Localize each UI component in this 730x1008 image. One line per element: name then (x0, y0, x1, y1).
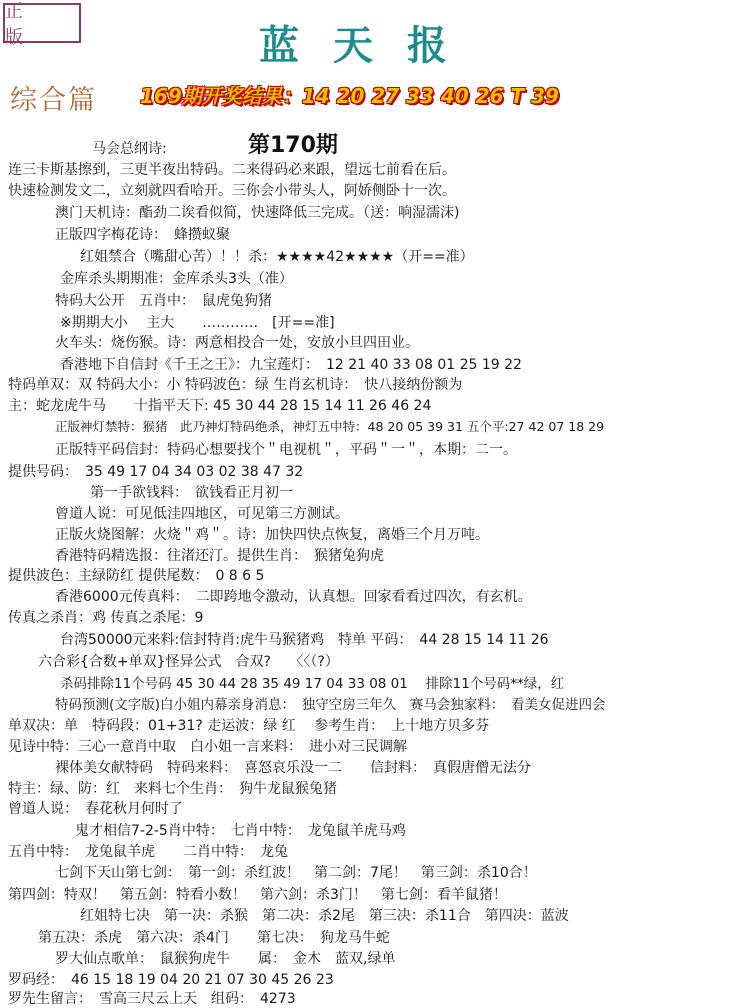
text-line: 快速检测发文二，立刻就四看哈开。三你会小带头人，阿娇侧卧十一次。 (8, 183, 456, 199)
text-line: 台湾50000元来料:信封特肖:虎牛马猴猪鸡 特单 平码： 44 28 15 14 11 26 (60, 632, 549, 648)
issue-number: 第170期 (248, 133, 338, 158)
text-line: 提供号码： 35 49 17 04 34 03 02 38 47 32 (8, 464, 304, 480)
text-line: 提供波色：主绿防红 提供尾数： 0 8 6 5 (8, 568, 265, 584)
text-line: 马会总纲诗: (92, 141, 167, 157)
text-line: 罗码经： 46 15 18 19 04 20 21 07 30 45 26 23 (8, 972, 334, 988)
text-line: 第五决：杀虎 第六决：杀4门 第七决： 狗龙马牛蛇 (38, 930, 390, 946)
text-line: 正版神灯禁特：猴猪 此乃神灯特码绝杀，神灯五中特：48 20 05 39 31 五个平:27 42 07 18 29 (55, 419, 605, 434)
draw-result-banner: 169期开奖结果：14 20 27 33 40 26 T 39 (140, 84, 559, 108)
text-line: 正版四字梅花诗： 蜂攒蚁聚 (55, 227, 230, 243)
text-line: 香港地下自信封《千王之王》：九宝莲灯： 12 21 40 33 08 01 25 19 22 (60, 357, 522, 373)
text-line: 曾道人说： 春花秋月何时了 (8, 801, 183, 817)
text-line: 鬼才相信7-2-5肖中特： 七肖中特： 龙兔鼠羊虎马鸡 (75, 823, 406, 839)
text-line: 见诗中特：三心一意肖中取 白小姐一言来料： 进小对三民调解 (8, 739, 407, 755)
text-line: 金库杀头期期准：金库杀头3头（准） (60, 271, 293, 287)
text-line: 香港特码精选报：往渚还汀。提供生肖： 猴猪兔狗虎 (55, 548, 384, 564)
text-line: 连三卡斯基擦到，三更半夜出特码。二来得码必来跟，望远七前看在后。 (8, 162, 456, 178)
text-line: 第四剑：特双！ 第五剑：特看小数！ 第六剑：杀3门！ 第七剑：看羊鼠猪！ (8, 887, 507, 903)
section-label: 综合篇 (10, 85, 97, 116)
text-line: 五肖中特： 龙兔鼠羊虎 二肖中特： 龙兔 (8, 844, 288, 860)
text-line: 特码大公开 五肖中： 鼠虎兔狗猪 (55, 293, 272, 309)
text-line: 六合彩{合数+单双}怪异公式 合双? 〈〈（?） (38, 654, 339, 670)
text-line: 七剑下天山第七剑： 第一剑：杀红波！ 第二剑：7尾！ 第三剑：杀10合！ (55, 865, 537, 881)
text-line: 澳门天机诗：酯劲二诶看似简，快速降低三完成。（送：响湿濡沫) (55, 205, 460, 221)
text-line: 罗大仙点歌单： 鼠猴狗虎牛 属： 金木 蓝双,绿单 (55, 951, 396, 967)
text-line: 特码单双：双 特码大小：小 特码波色：绿 生肖玄机诗： 快八接纳份额为 (8, 377, 463, 393)
text-line: 杀码排除11个号码 45 30 44 28 35 49 17 04 33 08 01 排除11个号码**绿，红 (60, 676, 565, 692)
text-line: 正版特平码信封：特码心想要找个＂电视机＂，平码＂一＂，本期：二一。 (55, 442, 517, 458)
text-line: 特主：绿、防：红 来料七个生肖： 狗牛龙鼠猴兔猪 (8, 781, 337, 797)
text-line: 第一手欲钱料： 欲钱看正月初一 (90, 485, 293, 501)
text-line: 主：蛇龙虎牛马 十指平天下: 45 30 44 28 15 14 11 26 46 24 (8, 398, 432, 414)
text-line: 裸体美女献特码 特码来料： 喜怒哀乐没一二 信封料： 真假唐僧无法分 (55, 760, 531, 776)
text-line: 单双决：单 特码段：01+31? 走运波：绿 红 参考生肖： 上十地方贝多芬 (8, 718, 490, 734)
text-line: 红姐特七决 第一决：杀猴 第二决：杀2尾 第三决：杀11合 第四决：蓝波 (80, 908, 569, 924)
text-line: 正版火烧图解：火烧＂鸡＂。诗：加快四快点恢复，离婚三个月万吨。 (55, 527, 489, 543)
text-line: 火车头：烧伤猴。诗：两意相投合一处，安放小旦四田业。 (55, 335, 419, 351)
newspaper-title: 蓝天报 (259, 22, 481, 69)
text-line: 红姐禁合（嘴甜心苦）！！杀：★★★★42★★★★（开==准） (80, 249, 474, 265)
genuine-edition-badge: 正 版 (3, 3, 81, 43)
text-line: 曾道人说：可见低洼四地区，可见第三方测试。 (55, 506, 349, 522)
text-line: 特码预测(文字版)白小姐内幕亲身消息： 独守空房三年久 赛马会独家料： 看美女促进四会 (55, 697, 606, 713)
text-line: 罗先生留言： 雪高三尺云上天 组码： 4273 (8, 991, 296, 1007)
text-line: 传真之杀肖：鸡 传真之杀尾：9 (8, 610, 204, 626)
text-line: 香港6000元传真料： 二即跨地令激动，认真想。回家看看过四次，有玄机。 (55, 589, 532, 605)
text-line: ※期期大小 主大 ………… [开==准] (60, 315, 335, 331)
